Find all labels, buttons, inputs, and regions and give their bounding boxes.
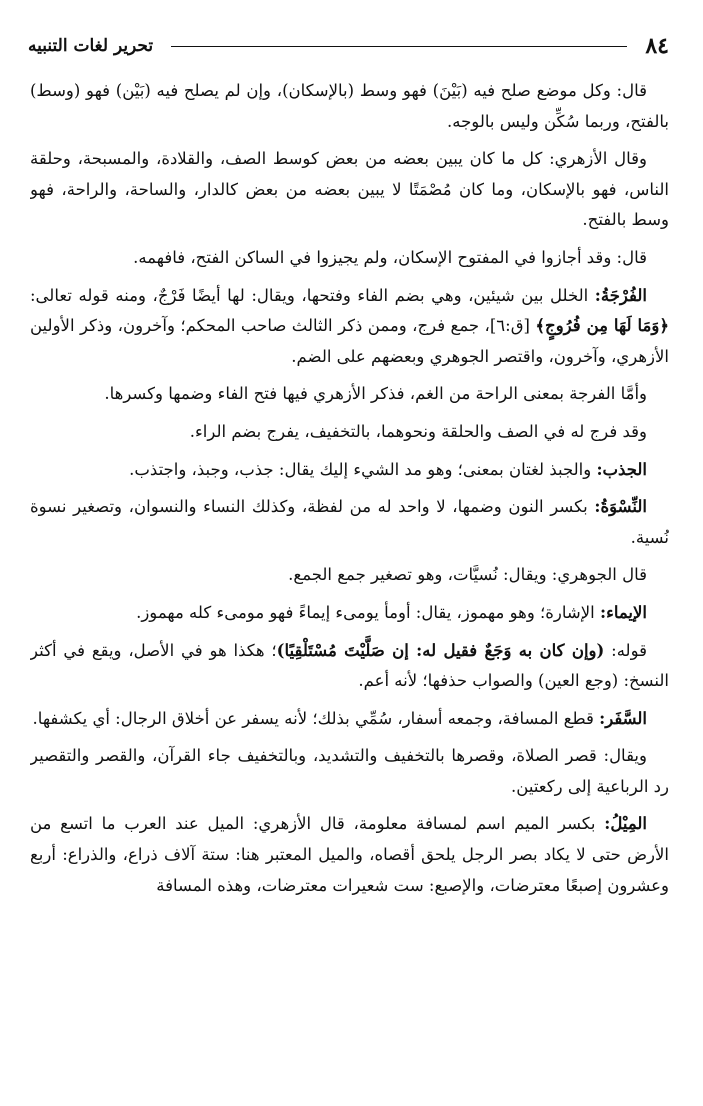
entry-paragraph — [30, 704, 669, 735]
paragraph-text: بكسر النون وضمها، لا واحد له من لفظة، وكذلك النساء والنسوان، وتصغير نسوة نُسية. — [30, 497, 669, 547]
paragraph — [30, 144, 669, 236]
entry-paragraph — [30, 281, 669, 373]
entry-term: السَّفَر: — [599, 708, 647, 728]
paragraph-text: قال: وكل موضع صلح فيه (بَيْنَ) فهو وسط (بالإسكان)، وإن لم يصلح فيه (بَيْن) فهو (وسط) بالفتح، وربما سُكِّن وليس بالوجه. — [30, 81, 669, 131]
paragraph-text: قال: وقد أجازوا في المفتوح الإسكان، ولم يجيزوا في الساكن الفتح، فافهمه. — [133, 247, 647, 267]
page-number: ٨٤ — [645, 33, 669, 59]
paragraph-text: وأمَّا الفرجة بمعنى الراحة من الغم، فذكر الأزهري فيها فتح الفاء وضمها وكسرها. — [104, 384, 647, 404]
quran-verse: ﴿وَمَا لَهَا مِن فُرُوجٍ﴾ — [535, 316, 669, 336]
quote-paragraph — [30, 636, 669, 697]
paragraph-text: وقد فرج له في الصف والحلقة ونحوهما، بالتخفيف، يفرج بضم الراء. — [189, 421, 647, 441]
paragraph-text: قال الجوهري: ويقال: نُسيَّات، وهو تصغير جمع الجمع. — [288, 565, 647, 585]
paragraph — [30, 76, 669, 137]
entry-paragraph — [30, 809, 669, 901]
entry-term: الجذب: — [596, 459, 647, 479]
entry-paragraph — [30, 492, 669, 553]
entry-term: النِّسْوَةُ: — [594, 497, 647, 517]
header-rule — [171, 46, 627, 47]
paragraph-text: قوله: — [604, 640, 647, 660]
paragraph-text: قطع المسافة، وجمعه أسفار، سُمِّي بذلك؛ لأنه يسفر عن أخلاق الرجال: أي يكشفها. — [32, 708, 600, 728]
paragraph-text: والجبذ لغتان بمعنى؛ وهو مد الشيء إليك يقال: جذب، وجبذ، واجتذب. — [129, 459, 597, 479]
entry-paragraph — [30, 455, 669, 486]
paragraph — [30, 379, 669, 410]
paragraph-text: الخلل بين شيئين، وهي بضم الفاء وفتحها، ويقال: لها أيضًا فَرْجٌ، ومنه قوله تعالى: — [30, 285, 595, 305]
quoted-phrase: (وإن كان به وَجَعٌ فقيل له: إن صَلَّيْتَ مُسْتَلْقِيًا) — [276, 640, 605, 660]
paragraph-text: ويقال: قصر الصلاة، وقصرها بالتخفيف والتشديد، وبالتخفيف جاء القرآن، والقصر والتقصير رد الرباعية إلى ركعتين. — [30, 746, 669, 796]
paragraph — [30, 243, 669, 274]
page-header — [28, 30, 669, 62]
paragraph-text-continued: [ق:٦]، جمع فرج، وممن ذكر الثالث صاحب المحكم؛ وآخرون، وذكر الأولين الأزهري، وآخرون، واقتصر الجوهري وبعضهم على الضم. — [30, 316, 669, 366]
paragraph-text: الإشارة؛ وهو مهموز، يقال: أومأ يومىء إيماءً فهو مومىء كله مهموز. — [136, 602, 600, 622]
paragraph-text: وقال الأزهري: كل ما كان يبين بعضه من بعض كوسط الصف، والقلادة، والمسبحة، وحلقة الناس، فهو بالإسكان، وما كان مُصْمَتًا لا يبين بعضه من بعض كالدار، والساحة، والراحة، فهو وسط بالفتح. — [30, 149, 669, 230]
paragraph — [30, 417, 669, 448]
entry-term: المِيْلُ: — [604, 814, 647, 834]
paragraph — [30, 560, 669, 591]
running-title: تحرير لغات التنبيه — [28, 36, 154, 56]
entry-term: الفُرْجَةُ: — [594, 285, 647, 305]
paragraph-text: بكسر الميم اسم لمسافة معلومة، قال الأزهري: الميل عند العرب ما اتسع من الأرض حتى لا يكاد بصر الرجل يلحق أقصاه، والميل المعتبر هنا: ستة آلاف ذراع، والذراع: أربع وعشرون إصبعًا معترضات، والإصبع: ست شعيرات معترضات، وهذه المسافة — [30, 814, 669, 895]
paragraph — [30, 741, 669, 802]
entry-paragraph — [30, 598, 669, 629]
paragraph-text-continued: ؛ هكذا هو في الأصل، ويقع في أكثر النسخ: (وجع العين) والصواب حذفها؛ لأنه أعم. — [30, 640, 669, 691]
entry-term: الإيماء: — [599, 602, 647, 622]
page-body — [30, 76, 669, 1106]
